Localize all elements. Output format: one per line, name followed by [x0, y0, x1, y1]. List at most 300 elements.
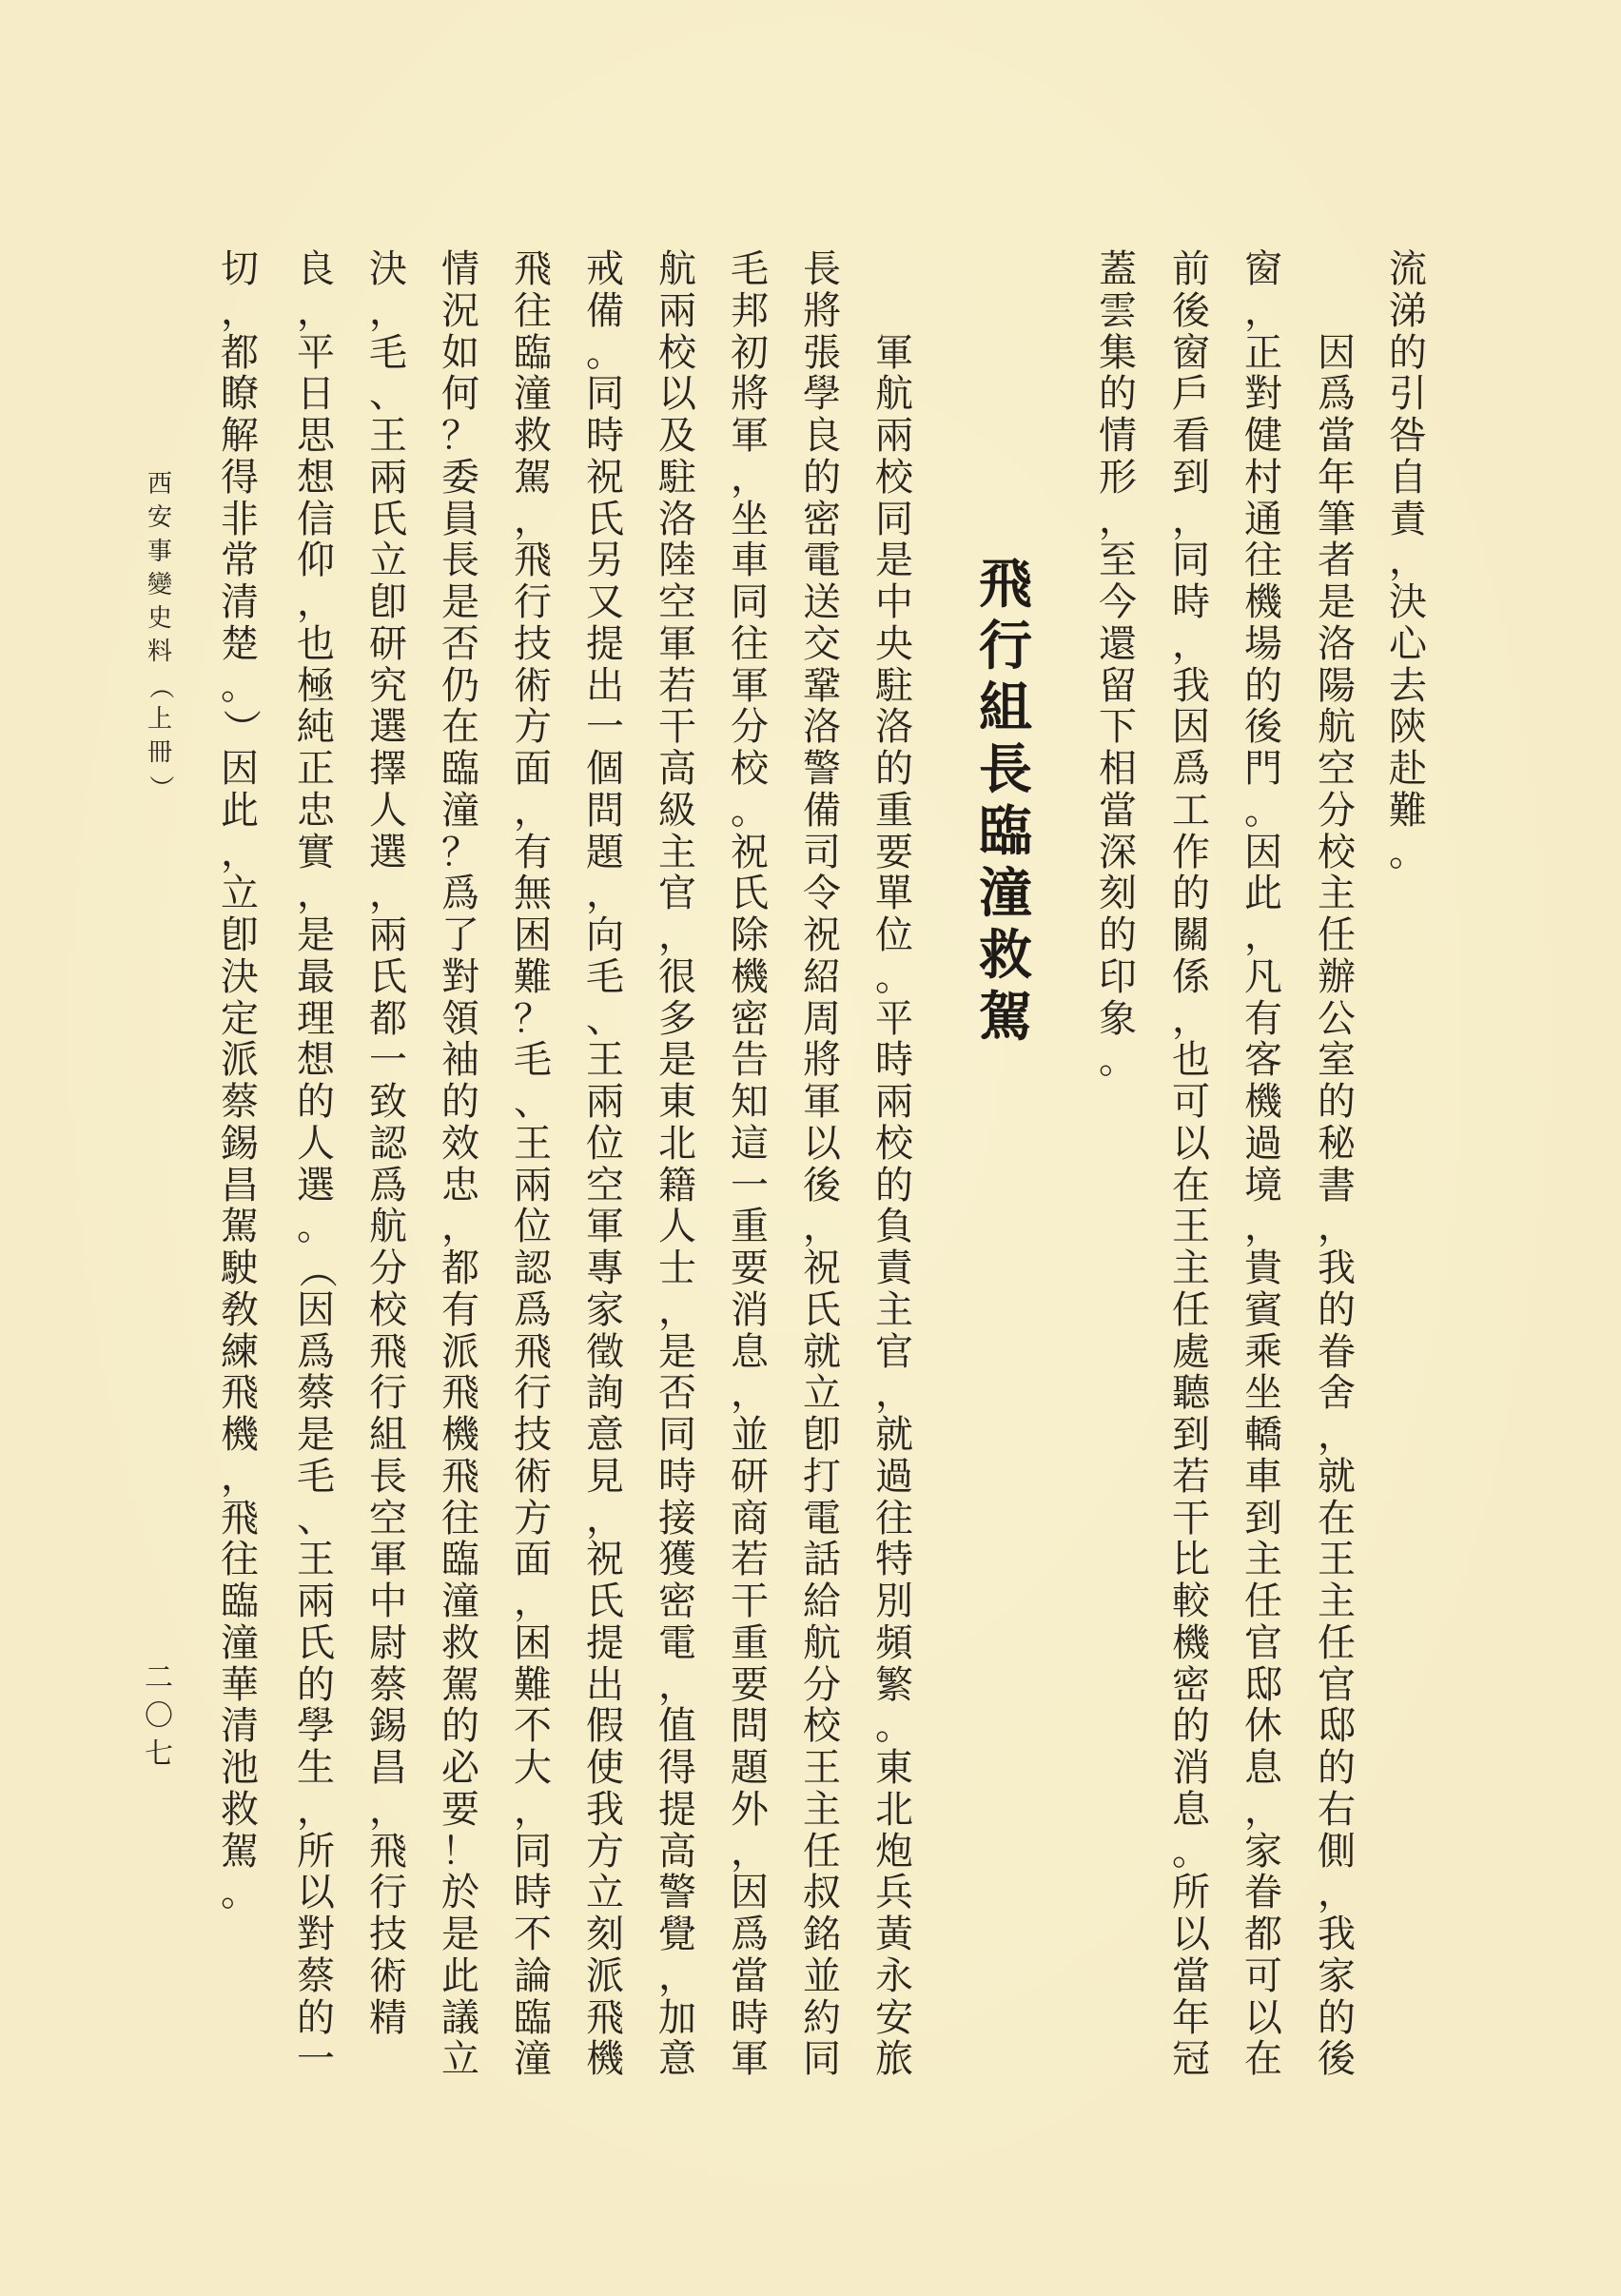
glyph: 祝 [731, 830, 769, 874]
glyph: 思 [297, 414, 335, 458]
glyph: 年 [1172, 1995, 1210, 2040]
glyph: 七 [145, 1737, 173, 1771]
glyph: 周 [803, 996, 841, 1041]
glyph: 臨 [441, 747, 479, 791]
glyph: 將 [731, 372, 769, 417]
glyph: 人 [297, 1121, 335, 1166]
glyph: 尉 [369, 1620, 407, 1665]
glyph: 難 [514, 954, 552, 999]
glyph: 同 [803, 2037, 841, 2082]
glyph: 在 [1318, 1496, 1356, 1540]
glyph: 楚 [221, 621, 259, 666]
glyph: ， [731, 455, 769, 500]
glyph: 我 [1172, 663, 1210, 708]
glyph: 右 [1318, 1787, 1356, 1832]
glyph: 同 [658, 1413, 696, 1457]
glyph: 轎 [1244, 1413, 1282, 1457]
glyph: 技 [514, 1413, 552, 1457]
glyph: 事 [146, 537, 172, 566]
glyph: 知 [731, 1080, 769, 1124]
glyph: 提 [658, 1787, 696, 1832]
glyph: 長 [441, 539, 479, 583]
glyph: 的 [441, 1080, 479, 1124]
glyph: 的 [1099, 372, 1137, 417]
glyph: 官 [1244, 1620, 1282, 1665]
glyph: ， [514, 497, 552, 541]
glyph: 主 [803, 1787, 841, 1832]
glyph: 坐 [731, 497, 769, 541]
glyph: 昌 [369, 1746, 407, 1790]
glyph: 側 [1318, 1829, 1356, 1874]
glyph: 仍 [441, 663, 479, 708]
glyph: 航 [369, 1205, 407, 1249]
glyph: 下 [1099, 705, 1137, 750]
glyph: ， [803, 1205, 841, 1249]
glyph: 氏 [369, 497, 407, 541]
glyph: 祝 [803, 913, 841, 957]
glyph: 精 [369, 1995, 407, 2040]
glyph: 涕 [1389, 288, 1427, 333]
glyph: 後 [1318, 2037, 1356, 2082]
glyph: 北 [875, 1787, 913, 1832]
text-column [583, 249, 627, 2081]
glyph: 印 [1099, 954, 1137, 999]
glyph: 另 [586, 539, 624, 583]
glyph: 干 [658, 705, 696, 750]
glyph: ， [1244, 288, 1282, 333]
glyph: 將 [803, 288, 841, 333]
glyph: 駛 [221, 1246, 259, 1290]
glyph: 貴 [1244, 1246, 1282, 1290]
glyph: 校 [369, 1287, 407, 1332]
glyph: 見 [586, 1454, 624, 1499]
glyph: 商 [731, 1496, 769, 1540]
glyph: 舍 [1318, 1371, 1356, 1416]
glyph: ， [875, 1371, 913, 1416]
glyph: 眷 [1244, 1871, 1282, 1915]
glyph: 公 [1318, 996, 1356, 1041]
glyph: 咎 [1389, 414, 1427, 458]
glyph: 永 [875, 1953, 913, 1998]
glyph: 聽 [1172, 1371, 1210, 1416]
glyph: 這 [731, 1121, 769, 1166]
glyph: ， [297, 872, 335, 916]
glyph: ， [586, 1496, 624, 1540]
glyph: 密 [803, 497, 841, 541]
glyph: 時 [875, 1038, 913, 1083]
glyph: 車 [1244, 1454, 1282, 1499]
glyph: 要 [441, 1787, 479, 1832]
glyph: 北 [658, 1121, 696, 1166]
glyph: 仰 [297, 539, 335, 583]
glyph: 是 [658, 1329, 696, 1374]
glyph: 蔡 [297, 1371, 335, 1416]
glyph: 爲 [1172, 747, 1210, 791]
glyph: 飛 [369, 1829, 407, 1874]
glyph: ） [218, 709, 263, 748]
glyph: 忠 [297, 788, 335, 833]
glyph: 毛 [514, 1038, 552, 1083]
glyph: 軍 [731, 414, 769, 458]
glyph: 籍 [658, 1163, 696, 1207]
glyph: 常 [221, 539, 259, 583]
glyph: 飛 [441, 1454, 479, 1499]
glyph: 毛 [369, 330, 407, 375]
glyph: ， [1389, 539, 1427, 583]
glyph: 息 [731, 1329, 769, 1374]
glyph: 提 [586, 621, 624, 666]
glyph: 所 [297, 1829, 335, 1874]
glyph: 爲 [731, 1913, 769, 1956]
glyph: ， [369, 288, 407, 333]
glyph: 領 [441, 996, 479, 1041]
glyph: 潼 [979, 862, 1032, 925]
glyph: 錫 [221, 1121, 259, 1166]
glyph: 否 [441, 621, 479, 666]
glyph: ， [658, 1662, 696, 1707]
glyph: 炮 [875, 1829, 913, 1874]
glyph: 立 [586, 1871, 624, 1915]
glyph: 毛 [586, 954, 624, 999]
glyph: 覺 [658, 1913, 696, 1956]
glyph: 同 [1172, 539, 1210, 583]
glyph: 還 [1099, 621, 1137, 666]
glyph: ， [1318, 1205, 1356, 1249]
glyph: ， [369, 1787, 407, 1832]
glyph: 行 [369, 1871, 407, 1915]
page-number [140, 1659, 178, 1774]
glyph: 深 [1099, 830, 1137, 874]
glyph: 都 [369, 996, 407, 1041]
glyph: 學 [297, 1704, 335, 1749]
glyph: 立 [441, 2037, 479, 2082]
glyph: 空 [369, 1496, 407, 1540]
glyph: ， [731, 1371, 769, 1416]
glyph: 術 [514, 663, 552, 708]
glyph: 問 [731, 1704, 769, 1749]
glyph: 的 [1244, 663, 1282, 708]
glyph: 校 [875, 1121, 913, 1166]
glyph: 飛 [221, 1496, 259, 1540]
glyph: 責 [875, 1246, 913, 1290]
glyph: 紹 [803, 954, 841, 999]
glyph: 如 [441, 330, 479, 375]
glyph: 邸 [1244, 1662, 1282, 1707]
glyph: 因 [1172, 705, 1210, 750]
glyph: 陸 [658, 539, 696, 583]
glyph: 眷 [1318, 1329, 1356, 1374]
glyph: 級 [658, 788, 696, 833]
glyph: 不 [514, 1704, 552, 1749]
glyph: 旅 [875, 2037, 913, 2082]
glyph: 良 [803, 414, 841, 458]
glyph: 初 [731, 330, 769, 375]
glyph: 重 [731, 1205, 769, 1249]
glyph: 爲 [1318, 372, 1356, 417]
glyph: 是 [1318, 580, 1356, 624]
glyph: 擇 [369, 747, 407, 791]
glyph: 人 [658, 1205, 696, 1249]
glyph: 。 [1099, 1038, 1137, 1083]
glyph: 相 [1099, 747, 1137, 791]
glyph: 機 [731, 954, 769, 999]
glyph: 官 [875, 1329, 913, 1374]
glyph: 後 [1172, 288, 1210, 333]
glyph: 錫 [369, 1704, 407, 1749]
text-column-paragraph-start [1315, 249, 1358, 2081]
glyph: 日 [297, 372, 335, 417]
glyph: 救 [221, 1787, 259, 1832]
glyph: 境 [1244, 1163, 1282, 1207]
glyph: 良 [297, 247, 335, 291]
glyph: 有 [514, 830, 552, 874]
glyph: 密 [658, 1580, 696, 1623]
glyph: 家 [1244, 1829, 1282, 1874]
glyph: 臨 [979, 800, 1032, 863]
glyph: 何 [441, 372, 479, 417]
glyph: 往 [1244, 539, 1282, 583]
glyph: 高 [658, 747, 696, 791]
glyph: 面 [514, 1538, 552, 1582]
glyph: 飛 [514, 1329, 552, 1374]
glyph: 叔 [803, 1871, 841, 1915]
glyph: 平 [875, 996, 913, 1041]
glyph: 難 [1389, 788, 1427, 833]
glyph: 當 [1172, 1953, 1210, 1998]
glyph: ， [221, 1454, 259, 1499]
glyph: 消 [731, 1287, 769, 1332]
glyph: 決 [1389, 580, 1427, 624]
glyph: 者 [1318, 539, 1356, 583]
glyph: 一 [731, 1163, 769, 1207]
glyph: 臨 [514, 1995, 552, 2040]
glyph: 王 [514, 1121, 552, 1166]
glyph: 邸 [1318, 1704, 1356, 1749]
running-footer-book-title [143, 468, 177, 804]
glyph: 就 [803, 1329, 841, 1374]
glyph: 卽 [221, 913, 259, 957]
glyph: 負 [875, 1205, 913, 1249]
glyph: 任 [803, 1829, 841, 1874]
glyph: 都 [221, 330, 259, 375]
glyph: 駕 [979, 986, 1032, 1049]
glyph: 長 [803, 247, 841, 291]
glyph: ？ [514, 996, 552, 1041]
glyph: （ [294, 1249, 339, 1288]
glyph: 。 [1172, 1829, 1210, 1874]
glyph: 機 [1244, 580, 1282, 624]
glyph: 長 [369, 1454, 407, 1499]
glyph: 對 [441, 954, 479, 999]
glyph: 是 [441, 580, 479, 624]
glyph: 組 [979, 677, 1032, 739]
glyph: 主 [875, 1287, 913, 1332]
glyph: 決 [369, 247, 407, 291]
glyph: 的 [1172, 872, 1210, 916]
glyph: 認 [514, 1246, 552, 1290]
glyph: 邦 [731, 288, 769, 333]
glyph: 東 [658, 1080, 696, 1124]
glyph: 以 [297, 1871, 335, 1915]
glyph: 密 [1172, 1662, 1210, 1707]
glyph: 除 [731, 913, 769, 957]
glyph: 西 [146, 470, 172, 499]
glyph: 係 [1172, 954, 1210, 999]
glyph: 行 [369, 1371, 407, 1416]
glyph: 窗 [1244, 247, 1282, 291]
text-column [294, 249, 338, 2081]
glyph: ！ [441, 1829, 479, 1874]
glyph: 兩 [514, 1163, 552, 1207]
glyph: 值 [658, 1704, 696, 1749]
glyph: 後 [1244, 705, 1282, 750]
glyph: 軍 [803, 1080, 841, 1124]
glyph: 就 [875, 1413, 913, 1457]
glyph: 的 [1318, 1287, 1356, 1332]
glyph: 話 [803, 1538, 841, 1582]
glyph: 臨 [221, 1580, 259, 1623]
glyph: 二 [145, 1661, 173, 1695]
glyph: 航 [658, 247, 696, 291]
glyph: 立 [369, 539, 407, 583]
glyph: 安 [146, 503, 172, 533]
glyph: 氏 [803, 1287, 841, 1332]
glyph: 分 [731, 705, 769, 750]
glyph: 往 [514, 288, 552, 333]
glyph: 我 [586, 1787, 624, 1832]
glyph: 打 [803, 1454, 841, 1499]
glyph: 校 [875, 455, 913, 500]
glyph: 通 [1244, 497, 1282, 541]
glyph: 委 [441, 455, 479, 500]
glyph: 非 [221, 497, 259, 541]
glyph: 池 [221, 1746, 259, 1790]
glyph: 當 [731, 1953, 769, 1998]
glyph: 徵 [586, 1329, 624, 1374]
glyph: 往 [875, 1496, 913, 1540]
glyph: 都 [441, 1246, 479, 1290]
glyph: 潼 [514, 372, 552, 417]
glyph: 詢 [586, 1371, 624, 1416]
glyph: 要 [875, 830, 913, 874]
glyph: 因 [297, 1287, 335, 1332]
glyph: 題 [731, 1746, 769, 1790]
glyph: 情 [1099, 414, 1137, 458]
glyph: 官 [1318, 1662, 1356, 1707]
glyph: 想 [297, 1038, 335, 1083]
glyph: 平 [297, 330, 335, 375]
glyph: ， [586, 872, 624, 916]
glyph: 可 [1244, 1953, 1282, 1998]
glyph: 王 [1318, 1538, 1356, 1582]
glyph: 。 [1389, 830, 1427, 874]
glyph: 飛 [441, 1371, 479, 1416]
glyph: 干 [731, 1580, 769, 1623]
glyph: 清 [221, 580, 259, 624]
glyph: 兩 [875, 1080, 913, 1124]
glyph: ， [658, 1953, 696, 1998]
glyph: 空 [658, 580, 696, 624]
section-title [974, 554, 1037, 1049]
glyph: 的 [1172, 1704, 1210, 1749]
glyph: 認 [369, 1121, 407, 1166]
glyph: 主 [658, 830, 696, 874]
glyph: 史 [146, 604, 172, 634]
glyph: 軍 [586, 1205, 624, 1249]
glyph: 有 [441, 1287, 479, 1332]
glyph: 致 [369, 1080, 407, 1124]
glyph: 練 [221, 1329, 259, 1374]
glyph: 技 [514, 621, 552, 666]
glyph: 陽 [1318, 663, 1356, 708]
glyph: 同 [875, 497, 913, 541]
glyph: 飛 [979, 553, 1032, 616]
text-column [1169, 249, 1213, 2081]
glyph: 位 [514, 1205, 552, 1249]
glyph: 刻 [586, 1913, 624, 1956]
glyph: 駐 [875, 663, 913, 708]
glyph: 若 [658, 663, 696, 708]
glyph: 駕 [221, 1205, 259, 1249]
glyph: 。 [297, 1205, 335, 1249]
glyph: 員 [441, 497, 479, 541]
glyph: 困 [514, 1620, 552, 1665]
glyph: 假 [586, 1704, 624, 1749]
glyph: 安 [875, 1995, 913, 2040]
glyph: 上 [146, 705, 172, 735]
glyph: 此 [441, 1953, 479, 1998]
glyph: 臨 [514, 330, 552, 375]
glyph: 純 [297, 705, 335, 750]
glyph: 留 [1099, 663, 1137, 708]
glyph: 、 [369, 372, 407, 417]
glyph: 出 [586, 663, 624, 708]
glyph: 忠 [441, 1163, 479, 1207]
glyph: ？ [441, 830, 479, 874]
glyph: 軍 [369, 1538, 407, 1582]
glyph: 的 [297, 1662, 335, 1707]
glyph: 張 [803, 330, 841, 375]
glyph: 以 [658, 372, 696, 417]
glyph: 機 [586, 2037, 624, 2082]
glyph: 是 [297, 913, 335, 957]
glyph: 重 [875, 788, 913, 833]
glyph: 同 [514, 1829, 552, 1874]
text-column [511, 249, 555, 2081]
glyph: 氏 [297, 1620, 335, 1665]
glyph: 到 [1172, 455, 1210, 500]
glyph: 卽 [803, 1413, 841, 1457]
glyph: 刻 [1099, 872, 1137, 916]
glyph: ， [514, 788, 552, 833]
glyph: 爲 [514, 1287, 552, 1332]
glyph: 很 [658, 954, 696, 999]
glyph: 司 [803, 830, 841, 874]
glyph: 兩 [297, 1580, 335, 1623]
glyph: 都 [1244, 1913, 1282, 1956]
text-column [439, 249, 482, 2081]
glyph: 因 [1244, 830, 1282, 874]
glyph: 任 [1172, 1287, 1210, 1332]
glyph: 空 [586, 1163, 624, 1207]
glyph: 飛 [586, 1995, 624, 2040]
glyph: 息 [1244, 1746, 1282, 1790]
glyph: 蔡 [369, 1662, 407, 1707]
glyph: 派 [586, 1953, 624, 1998]
glyph: 派 [441, 1329, 479, 1374]
glyph: 意 [658, 2037, 696, 2082]
glyph: 飛 [369, 1329, 407, 1374]
